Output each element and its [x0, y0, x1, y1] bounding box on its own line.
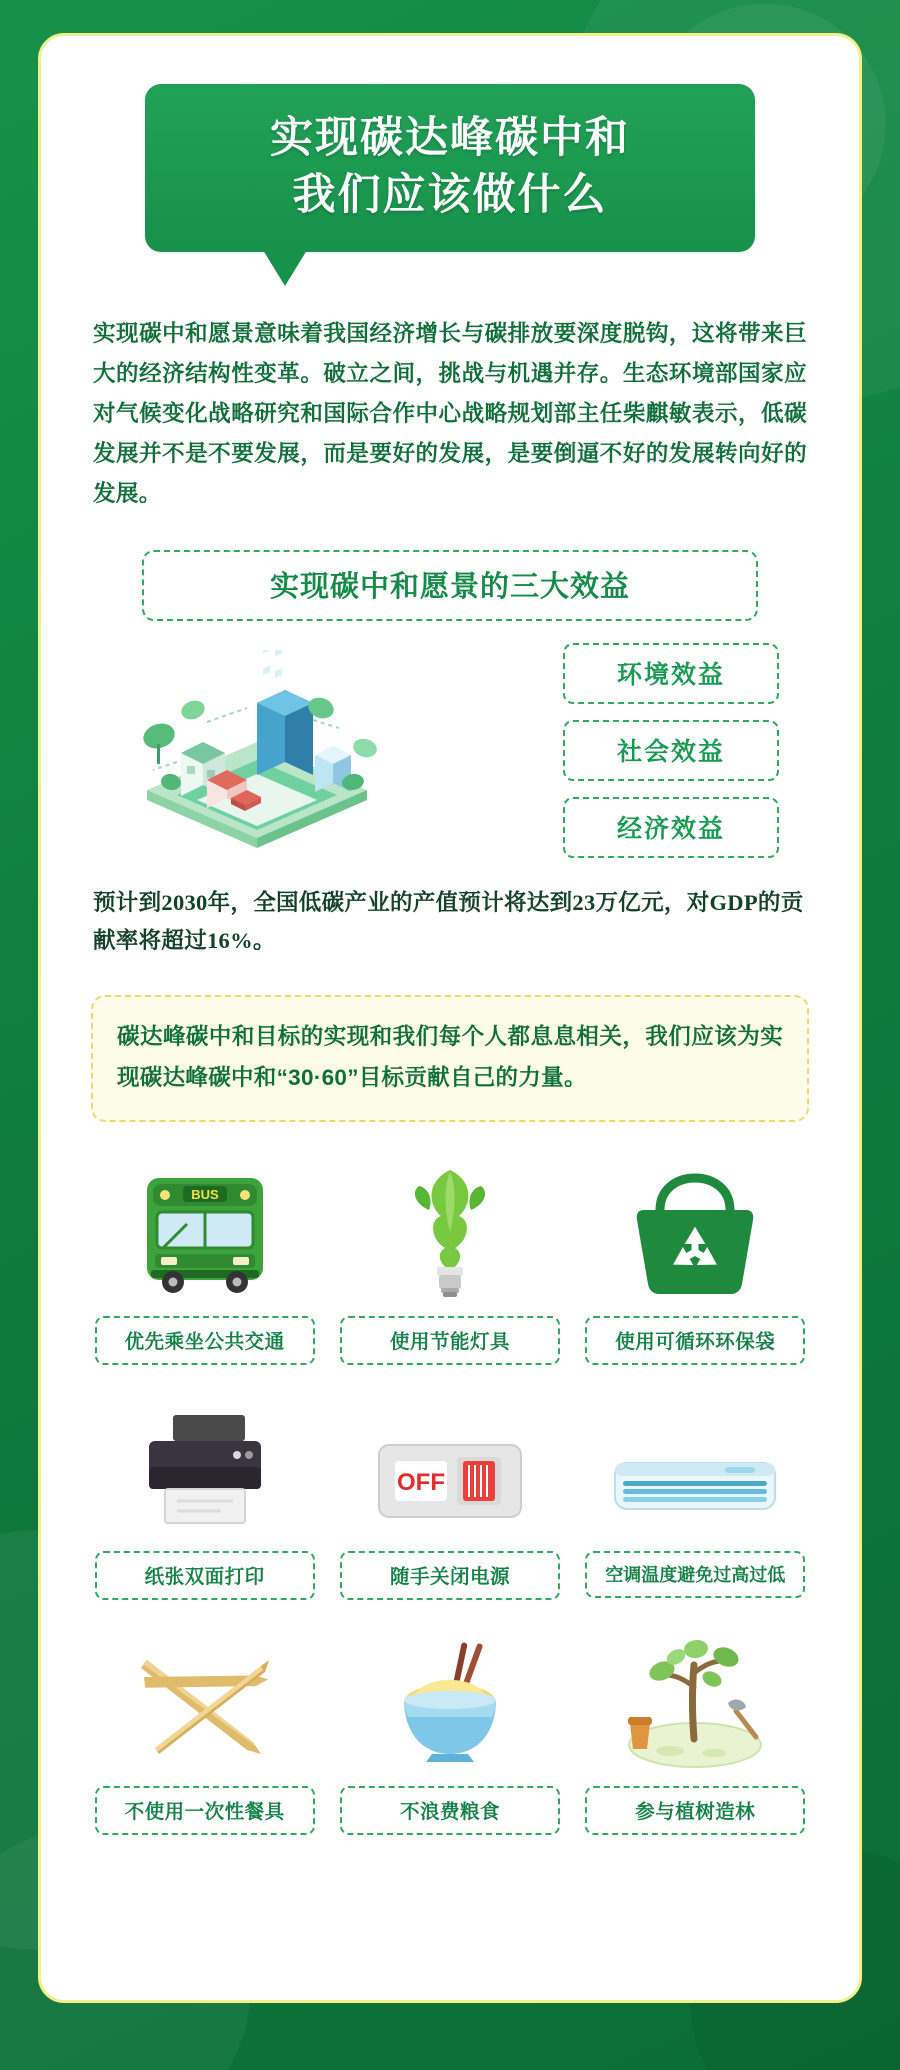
callout-box: 碳达峰碳中和目标的实现和我们每个人都息息相关，我们应该为实现碳达峰碳中和“30·60”目标贡献自己的力量。 [91, 995, 809, 1122]
tip-item [87, 1387, 322, 1600]
energy-saving-lamp-icon [332, 1152, 567, 1302]
tip-label-duplex-printing: 纸张双面打印 [95, 1551, 315, 1600]
tip-item [332, 1387, 567, 1600]
air-conditioner-icon [578, 1387, 813, 1537]
tip-label-reusable-bag: 使用可循环环保袋 [585, 1316, 805, 1365]
title-line-1: 实现碳达峰碳中和 [270, 114, 630, 162]
benefits-section [87, 643, 813, 858]
intro-paragraph: 实现碳中和愿景意味着我国经济增长与碳排放要深度脱钩，这将带来巨大的经济结构性变革。破立之间，挑战与机遇并存。生态环境部国家应对气候变化战略研究和国际合作中心战略规划部主任柴麒敏表示，低碳发展并不是不要发展，而是要好的发展，是要倒逼不好的发展转向好的发展。 [93, 320, 807, 506]
tip-label-public-transport: 优先乘坐公共交通 [95, 1316, 315, 1365]
tip-label-energy-lamp: 使用节能灯具 [340, 1316, 560, 1365]
bus-sign-text: BUS [190, 1187, 219, 1203]
tip-item [87, 1622, 322, 1835]
tip-item [578, 1152, 813, 1365]
rice-bowl-icon [332, 1622, 567, 1772]
title-line-2: 我们应该做什么 [292, 170, 608, 219]
benefit-chip-economic: 经济效益 [563, 797, 779, 858]
tip-item [87, 1152, 322, 1365]
printer-icon [87, 1387, 322, 1537]
tree-planting-icon [578, 1622, 813, 1772]
tip-item [578, 1622, 813, 1835]
tips-grid [87, 1152, 813, 1835]
chopsticks-icon [87, 1622, 322, 1772]
title-pointer [263, 250, 307, 286]
tip-label-tree-planting: 参与植树造林 [585, 1786, 805, 1835]
benefits-heading: 实现碳中和愿景的三大效益 [142, 550, 758, 621]
title-block [145, 36, 755, 252]
benefit-chip-environment: 环境效益 [563, 643, 779, 704]
tip-item [332, 1152, 567, 1365]
tip-label-turn-off-power: 随手关闭电源 [340, 1551, 560, 1600]
tip-label-no-disposable-tableware: 不使用一次性餐具 [95, 1786, 315, 1835]
recycle-bag-icon [578, 1152, 813, 1302]
power-switch-icon [332, 1387, 567, 1537]
benefit-chip-social: 社会效益 [563, 720, 779, 781]
tip-item [332, 1622, 567, 1835]
content-card [38, 33, 862, 2003]
title-banner [145, 84, 755, 252]
tip-item [578, 1387, 813, 1600]
benefit-chip-list [563, 643, 779, 858]
tip-label-no-food-waste: 不浪费粮食 [340, 1786, 560, 1835]
bus-icon [87, 1152, 322, 1302]
forecast-paragraph: 预计到2030年，全国低碳产业的产值预计将达到23万亿元，对GDP的贡献率将超过16%。 [93, 889, 804, 954]
switch-off-text: OFF [396, 1469, 445, 1497]
green-city-illustration [107, 650, 407, 850]
tip-label-ac-temperature: 空调温度避免过高过低 [585, 1551, 805, 1598]
